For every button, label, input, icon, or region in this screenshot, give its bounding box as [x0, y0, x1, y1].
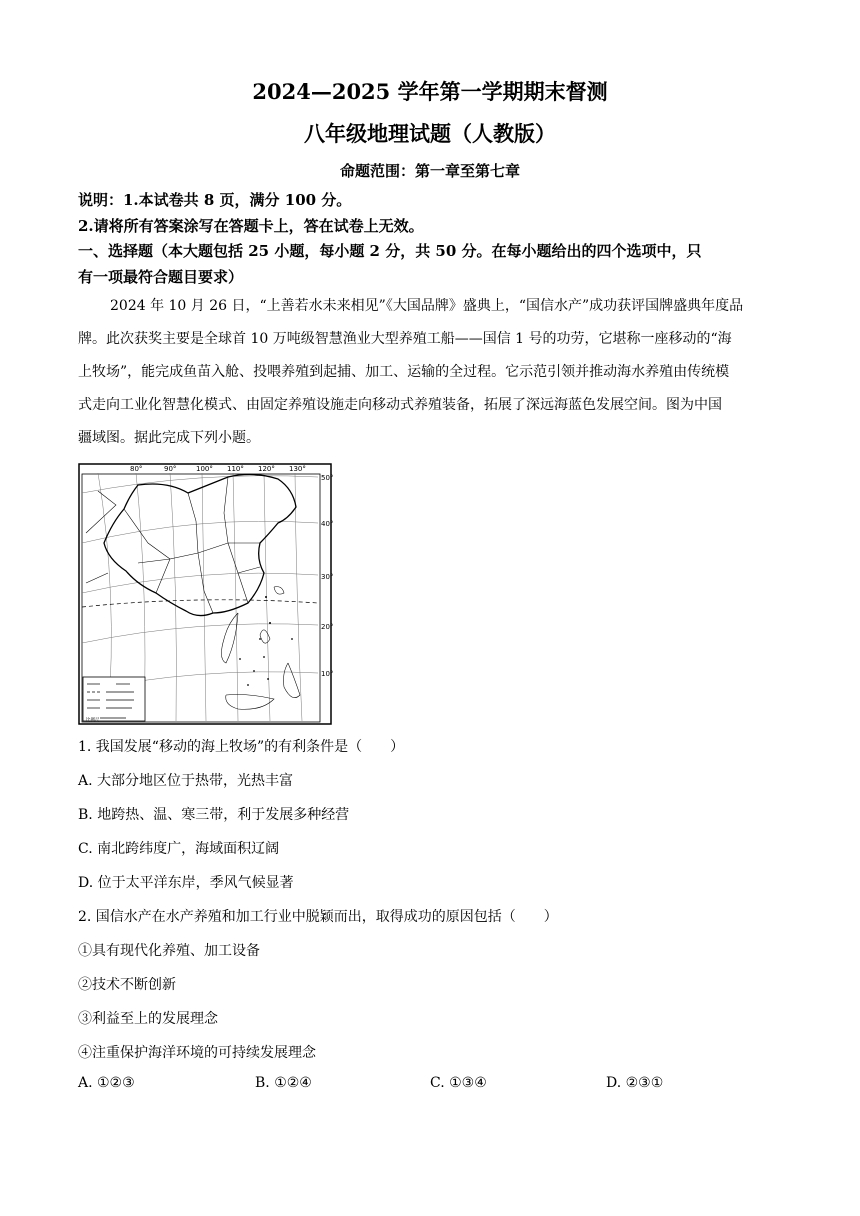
- passage-line: 上牧场”，能完成鱼苗入舱、投喂养殖到起捕、加工、运输的全过程。它示范引领并推动海水养殖由传统模: [78, 364, 730, 380]
- question-2-stem: 2. 国信水产在水产养殖和加工行业中脱颖而出，取得成功的原因包括（ ）: [78, 909, 558, 925]
- lon-label: 90°: [164, 465, 177, 473]
- lat-label: 40°: [321, 520, 334, 528]
- question-2-option-c[interactable]: C. ①③④: [430, 1075, 487, 1091]
- legend-scale-label: 比例尺: [86, 718, 100, 723]
- lon-label: 100°: [196, 465, 213, 473]
- question-2-item-1: ①具有现代化养殖、加工设备: [78, 943, 260, 959]
- map-legend: [83, 677, 145, 723]
- lon-label: 80°: [130, 465, 143, 473]
- section-heading-line-2: 有一项最符合题目要求）: [78, 268, 244, 286]
- question-2-item-4: ④注重保护海洋环境的可持续发展理念: [78, 1045, 316, 1061]
- question-2-item-2: ②技术不断创新: [78, 977, 176, 993]
- question-1-option-c[interactable]: C. 南北跨纬度广，海域面积辽阔: [78, 841, 280, 857]
- passage-line: 式走向工业化智慧化模式、由固定养殖设施走向移动式养殖装备，拓展了深远海蓝色发展空间。图为中国: [78, 397, 722, 413]
- question-2-item-3: ③利益至上的发展理念: [78, 1011, 218, 1027]
- china-territory-map: [78, 463, 332, 725]
- lon-label: 120°: [258, 465, 275, 473]
- section-heading-line-1: 一、选择题（本大题包括 25 小题，每小题 2 分，共 50 分。在每小题给出的四个选项中，只: [78, 242, 702, 260]
- question-1-option-d[interactable]: D. 位于太平洋东岸，季风气候显著: [78, 875, 294, 891]
- lat-label: 50°: [321, 474, 334, 482]
- exam-title: 2024—2025 学年第一学期期末督测: [252, 79, 608, 104]
- lat-label: 10°: [321, 670, 334, 678]
- reading-passage: [78, 290, 784, 455]
- lat-label: 30°: [321, 573, 334, 581]
- question-2-option-d[interactable]: D. ②③①: [606, 1075, 664, 1091]
- question-2-option-b[interactable]: B. ①②④: [255, 1075, 312, 1091]
- passage-line: 疆域图。据此完成下列小题。: [78, 430, 260, 446]
- exam-subtitle: 八年级地理试题（人教版）: [304, 121, 556, 146]
- question-2-option-a[interactable]: A. ①②③: [78, 1075, 135, 1091]
- lon-label: 110°: [227, 465, 244, 473]
- question-1-stem: 1. 我国发展“移动的海上牧场”的有利条件是（ ）: [78, 739, 405, 755]
- lon-label: 130°: [289, 465, 306, 473]
- question-1-option-a[interactable]: A. 大部分地区位于热带，光热丰富: [78, 773, 294, 789]
- passage-line: 2024 年 10 月 26 日，“上善若水未来相见”《大国品牌》盛典上，“国信水产”成功获评国牌盛典年度品: [110, 298, 744, 314]
- question-1-option-b[interactable]: B. 地跨热、温、寒三带，利于发展多种经营: [78, 807, 350, 823]
- passage-line: 牌。此次获奖主要是全球首 10 万吨级智慧渔业大型养殖工船——国信 1 号的功劳，它堪称一座移动的“海: [78, 331, 732, 347]
- exam-scope: 命题范围：第一章至第七章: [339, 162, 520, 180]
- lat-label: 20°: [321, 623, 334, 631]
- instruction-line-1: 说明：1.本试卷共 8 页，满分 100 分。: [78, 191, 352, 209]
- instruction-line-2: 2.请将所有答案涂写在答题卡上，答在试卷上无效。: [78, 217, 424, 235]
